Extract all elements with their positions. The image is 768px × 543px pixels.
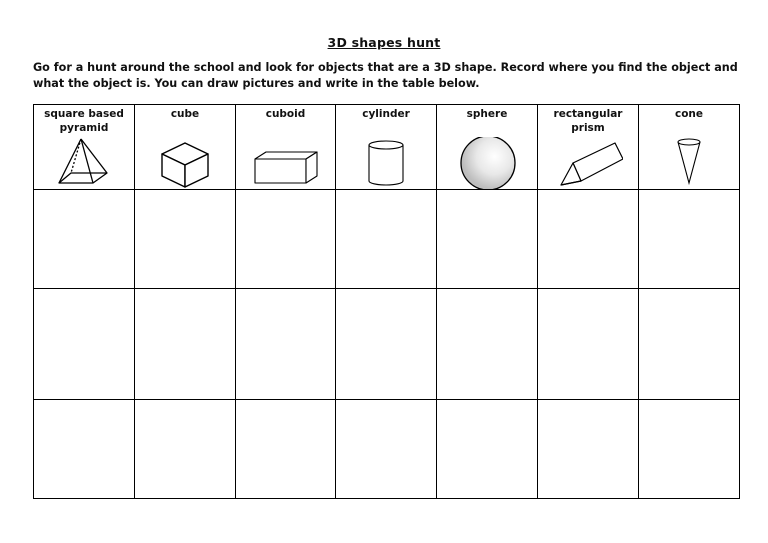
column-header-rectangular-prism [538, 105, 639, 190]
answer-cell[interactable] [639, 289, 740, 400]
answer-cell[interactable] [34, 400, 135, 499]
cube-icon [150, 137, 220, 189]
triangular-prism-icon [553, 137, 623, 189]
column-label: sphere [466, 108, 508, 120]
header-row [34, 105, 740, 190]
cylinder-icon [351, 137, 421, 189]
table-row [34, 400, 740, 499]
column-header-cube [135, 105, 236, 190]
answer-cell[interactable] [437, 400, 538, 499]
page-title: 3D shapes hunt [327, 35, 441, 50]
column-header-sphere [437, 105, 538, 190]
shapes-table [33, 104, 740, 499]
table-row [34, 190, 740, 289]
square-pyramid-icon [49, 137, 119, 189]
answer-cell[interactable] [135, 190, 236, 289]
column-label: cylinder [362, 108, 410, 120]
column-header-cylinder [336, 105, 437, 190]
instructions-text: Go for a hunt around the school and look for objects that are a 3D shape. Record where you find the object and what the object is. You can draw pictures and write in the table below. [33, 61, 738, 90]
answer-cell[interactable] [34, 289, 135, 400]
sphere-icon [452, 137, 522, 189]
answer-cell[interactable] [538, 190, 639, 289]
column-label: cuboid [265, 108, 306, 120]
answer-cell[interactable] [236, 400, 336, 499]
answer-cell[interactable] [236, 190, 336, 289]
answer-cell[interactable] [336, 190, 437, 289]
answer-cell[interactable] [639, 400, 740, 499]
answer-cell[interactable] [538, 400, 639, 499]
answer-cell[interactable] [135, 400, 236, 499]
answer-cell[interactable] [639, 190, 740, 289]
column-label: rectangular prism [553, 108, 623, 134]
answer-cell[interactable] [236, 289, 336, 400]
answer-cell[interactable] [538, 289, 639, 400]
answer-cell[interactable] [437, 289, 538, 400]
answer-cell[interactable] [336, 289, 437, 400]
answer-cell[interactable] [437, 190, 538, 289]
column-header-square-based-pyramid [34, 105, 135, 190]
column-label: cone [674, 108, 704, 120]
column-header-cuboid [236, 105, 336, 190]
cuboid-icon [251, 137, 321, 189]
column-label: cube [170, 108, 200, 120]
cone-icon [654, 137, 724, 189]
column-header-cone [639, 105, 740, 190]
column-label: square based pyramid [44, 108, 124, 134]
table-row [34, 289, 740, 400]
answer-cell[interactable] [34, 190, 135, 289]
answer-cell[interactable] [336, 400, 437, 499]
answer-cell[interactable] [135, 289, 236, 400]
